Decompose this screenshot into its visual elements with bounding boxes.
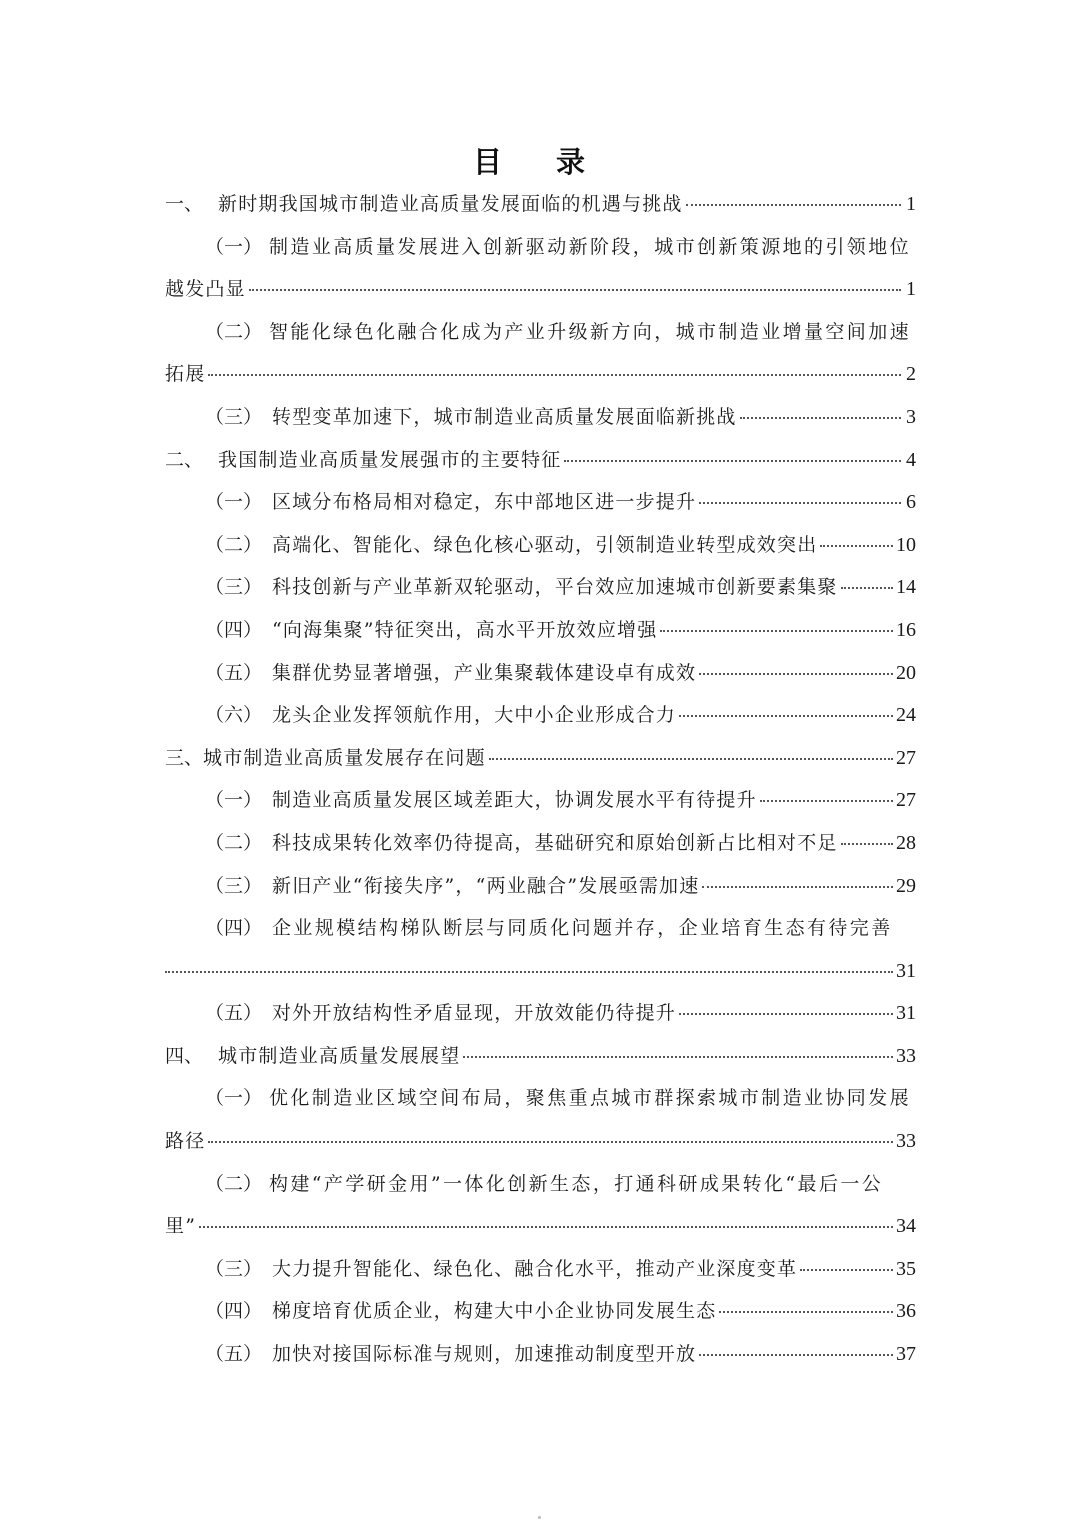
toc-page-number: 31 [896, 959, 916, 982]
toc-page-number: 1 [906, 278, 916, 301]
dot-leader [679, 714, 893, 717]
toc-number: （四） [205, 1300, 263, 1323]
dot-leader [841, 586, 893, 589]
toc-number: （一） [205, 491, 263, 514]
toc-number: 三、 [165, 746, 204, 769]
toc-title: 科技成果转化效率仍待提高，基础研究和原始创新占比相对不足 [272, 831, 838, 854]
toc-entry[interactable] [165, 524, 916, 567]
toc-entry[interactable] [165, 311, 916, 354]
toc-title-continued: 里” [165, 1215, 197, 1238]
toc-page-number: 33 [896, 1044, 916, 1067]
toc-entry[interactable] [165, 183, 916, 226]
toc-entry[interactable] [165, 694, 916, 737]
toc-title: 优化制造业区域空间布局，聚焦重点城市群探索城市制造业协同发展 [269, 1087, 912, 1110]
toc-entry-continued[interactable] [165, 1120, 916, 1163]
toc-entry-continued[interactable] [165, 268, 916, 311]
toc-title: 集群优势显著增强，产业集聚载体建设卓有成效 [272, 661, 697, 684]
toc-number: 二、 [165, 448, 204, 471]
dot-leader [719, 1310, 893, 1313]
toc-page-number: 34 [896, 1215, 916, 1238]
toc-number: （三） [205, 1257, 263, 1280]
toc-number: （二） [205, 533, 263, 556]
dot-leader [249, 288, 901, 291]
toc-title: 区域分布格局相对稳定，东中部地区进一步提升 [272, 491, 697, 514]
toc-page-number: 2 [906, 363, 916, 386]
toc-entry[interactable] [165, 822, 916, 865]
toc-entry[interactable] [165, 779, 916, 822]
dot-leader [740, 416, 901, 419]
toc-entry[interactable] [165, 652, 916, 695]
dot-leader [699, 672, 893, 675]
toc-page-number: 35 [896, 1257, 916, 1280]
toc-title: 我国制造业高质量发展强市的主要特征 [218, 448, 562, 471]
dot-leader [208, 373, 901, 376]
toc-number: （二） [205, 1172, 263, 1195]
toc-page-number: 37 [896, 1343, 916, 1366]
toc-title: “向海集聚”特征突出，高水平开放效应增强 [272, 618, 658, 641]
dot-leader [463, 1055, 893, 1058]
toc-title-continued: 拓展 [165, 363, 206, 386]
toc-entry-continued[interactable] [165, 950, 916, 993]
toc-number: （一） [205, 235, 263, 258]
dot-leader [208, 1140, 893, 1143]
dot-leader [679, 1012, 893, 1015]
toc-entry[interactable] [165, 1333, 916, 1376]
toc-number: 四、 [165, 1044, 204, 1067]
toc-entry[interactable] [165, 1035, 916, 1078]
toc-page-number: 24 [896, 704, 916, 727]
toc-entry[interactable] [165, 907, 916, 950]
toc-title: 对外开放结构性矛盾显现，开放效能仍待提升 [272, 1002, 677, 1025]
toc-number: （三） [205, 405, 263, 428]
dot-leader [820, 544, 893, 547]
page-title: 目 录 [472, 145, 608, 179]
toc-page-number: 28 [896, 831, 916, 854]
toc-title: 大力提升智能化、绿色化、融合化水平，推动产业深度变革 [272, 1257, 798, 1280]
toc-title: 龙头企业发挥领航作用，大中小企业形成合力 [272, 704, 677, 727]
toc-number: （五） [205, 661, 263, 684]
toc-number: （一） [205, 1087, 263, 1110]
dot-leader [841, 842, 893, 845]
toc-page-number: 20 [896, 661, 916, 684]
toc-title: 城市制造业高质量发展存在问题 [203, 746, 486, 769]
dot-leader [702, 885, 893, 888]
toc-number: （一） [205, 789, 263, 812]
toc-entry[interactable] [165, 439, 916, 482]
dot-leader [760, 799, 893, 802]
toc-page-number: 33 [896, 1130, 916, 1153]
toc-title-continued: 越发凸显 [165, 278, 246, 301]
toc-number: 一、 [165, 193, 204, 215]
toc-entry[interactable] [165, 396, 916, 439]
toc-title: 城市制造业高质量发展展望 [218, 1044, 461, 1067]
toc-page-number: 10 [896, 533, 916, 556]
toc-entry-continued[interactable] [165, 353, 916, 396]
table-of-contents [165, 183, 916, 1376]
toc-title: 新时期我国城市制造业高质量发展面临的机遇与挑战 [218, 193, 683, 215]
dot-leader [686, 203, 901, 206]
toc-entry[interactable] [165, 1248, 916, 1291]
toc-page-number: 27 [896, 746, 916, 769]
toc-page-number: 4 [906, 448, 916, 471]
toc-title: 转型变革加速下，城市制造业高质量发展面临新挑战 [272, 405, 737, 428]
toc-number: （五） [205, 1002, 263, 1025]
toc-number: （四） [205, 917, 263, 940]
toc-title: 高端化、智能化、绿色化核心驱动，引领制造业转型成效突出 [272, 533, 818, 556]
dot-leader [199, 1225, 893, 1228]
toc-page-number: 36 [896, 1300, 916, 1323]
dot-leader [165, 970, 893, 973]
toc-title: 梯度培育优质企业，构建大中小企业协同发展生态 [272, 1300, 717, 1323]
toc-title: 智能化绿色化融合化成为产业升级新方向，城市制造业增量空间加速 [269, 320, 912, 343]
toc-page-number: 27 [896, 789, 916, 812]
dot-leader [699, 1353, 893, 1356]
toc-title: 企业规模结构梯队断层与同质化问题并存，企业培育生态有待完善 [272, 917, 893, 940]
toc-title-continued: 路径 [165, 1130, 206, 1153]
dot-leader [699, 501, 901, 504]
toc-entry[interactable] [165, 481, 916, 524]
toc-number: （二） [205, 320, 263, 343]
toc-entry[interactable] [165, 1163, 916, 1206]
toc-number: （三） [205, 874, 263, 897]
toc-title: 构建“产学研金用”一体化创新生态，打通科研成果转化“最后一公 [269, 1172, 884, 1195]
dot-leader [564, 459, 901, 462]
toc-title: 加快对接国际标准与规则，加速推动制度型开放 [272, 1343, 697, 1366]
dot-leader [800, 1268, 893, 1271]
toc-page-number: 29 [896, 874, 916, 897]
toc-number: （四） [205, 618, 263, 641]
toc-title: 科技创新与产业革新双轮驱动，平台效应加速城市创新要素集聚 [272, 576, 838, 599]
toc-number: （二） [205, 831, 263, 854]
toc-title: 新旧产业“衔接失序”，“两业融合”发展亟需加速 [272, 874, 700, 897]
toc-entry[interactable] [165, 609, 916, 652]
toc-page-number: 1 [906, 193, 916, 215]
toc-page-number: 16 [896, 618, 916, 641]
toc-entry[interactable] [165, 992, 916, 1035]
toc-entry-continued[interactable] [165, 1205, 916, 1248]
toc-entry[interactable] [165, 1077, 916, 1120]
toc-page-number: 6 [906, 491, 916, 514]
toc-number: （五） [205, 1343, 263, 1366]
dot-leader [660, 629, 893, 632]
dot-leader [489, 757, 893, 760]
toc-page-number: 31 [896, 1002, 916, 1025]
toc-entry[interactable] [165, 566, 916, 609]
toc-title: 制造业高质量发展区域差距大，协调发展水平有待提升 [272, 789, 757, 812]
toc-entry[interactable] [165, 226, 916, 269]
toc-entry[interactable] [165, 865, 916, 908]
toc-number: （三） [205, 576, 263, 599]
toc-title: 制造业高质量发展进入创新驱动新阶段，城市创新策源地的引领地位 [269, 235, 912, 258]
toc-number: （六） [205, 704, 263, 727]
footer-dot [538, 1516, 541, 1519]
toc-entry[interactable] [165, 737, 916, 780]
toc-entry[interactable] [165, 1290, 916, 1333]
toc-page-number: 14 [896, 576, 916, 599]
toc-page-number: 3 [906, 405, 916, 428]
